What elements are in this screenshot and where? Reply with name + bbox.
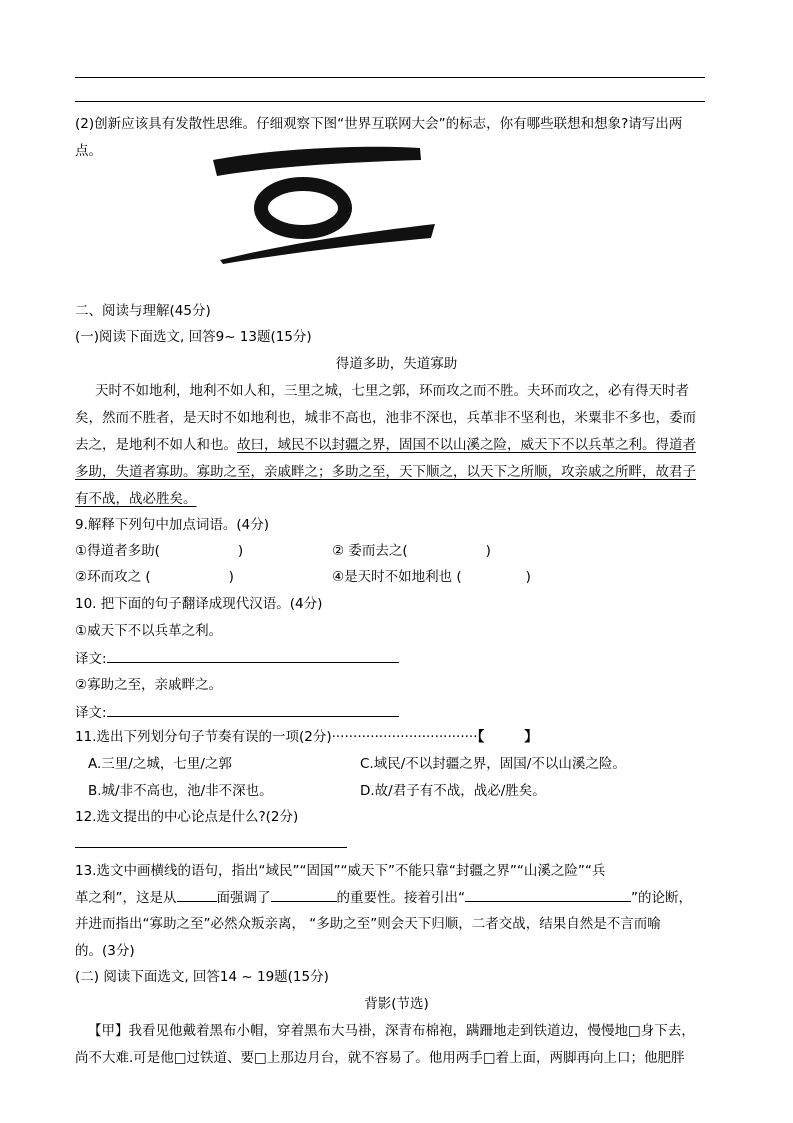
translation-blank-2[interactable]: [107, 702, 399, 717]
q9-stem: 9.解释下列句中加点词语。(4分): [75, 517, 270, 533]
q13-blank-1[interactable]: [177, 887, 217, 902]
q13-blank-2[interactable]: [271, 887, 337, 902]
q12-answer-line[interactable]: [75, 847, 347, 848]
q12-stem: 12.选文提出的中心论点是什么?(2分): [75, 809, 299, 825]
passage-line: 矣，然而不胜者，是天时不如地利也，城非不高也，池非不深也，兵革非不坚利也，米粟非不多也，委而: [75, 410, 696, 426]
passage-line: [75, 435, 696, 455]
section-title: 二、阅读与理解(45分): [75, 303, 211, 319]
world-internet-conference-logo: [205, 140, 445, 270]
passage-underlined: 故曰，域民不以封疆之界，固国不以山溪之险，威天下不以兵革之利。得道者: [237, 437, 696, 453]
q13-line2: 革之利”，这是从 面强调了 的重要性。接着引出“ ”的论断，: [75, 887, 692, 908]
part2-line2: 尚不大难.可是他□过铁道、要□上那边月台，就不容易了。他用两手□着上面，两脚再向上口；他肥胖: [75, 1050, 685, 1066]
q2-text-line1: (2)创新应该具有发散性思维。仔细观察下图“世界互联网大会”的标志，你有哪些联想和想象?请写出两: [75, 116, 683, 132]
q13-line3: 并进而指出“寡助之至”必然众叛亲离， “多助之至”则会天下归顺，二者交战，结果自然是不言而喻: [75, 916, 661, 932]
passage-underlined-line: 有不战，战必胜矣。: [75, 491, 197, 507]
answer-bracket-close: 】: [524, 729, 538, 745]
part2-line1: 【甲】我看见他戴着黑布小帽，穿着黑布大马褂，深青布棉袍，蹒跚地走到铁道边，慢慢地□身下去，: [88, 1023, 695, 1039]
passage-plain: 去之，是地利不如人和也。: [75, 437, 237, 453]
q11-option-a: A.三里/之城，七里/之郭: [88, 756, 232, 772]
q13-line4: 的。(3分): [75, 943, 135, 959]
q13-line1: 13.选文中画横线的语句，指出“域民”“固国”“威天下”不能只靠“封疆之界”“山溪之险”“兵: [75, 863, 606, 879]
part1-intro: (一)阅读下面选文, 回答9~ 13题(15分): [75, 329, 312, 345]
part2-intro: (二) 阅读下面选文, 回答14 ~ 19题(15分): [75, 969, 329, 985]
q10-sentence-1: ①威天下不以兵革之利。: [75, 623, 223, 639]
passage-underlined-line: 多助，失道者寡助。寡助之至，亲戚畔之；多助之至，天下顺之，以天下之所顺，攻亲戚之所畔，故君子: [75, 464, 696, 480]
q9-item-d: ④是天时不如地利也 ( ): [332, 569, 531, 585]
q13-blank-3[interactable]: [465, 887, 631, 902]
answer-line-1: [75, 77, 705, 78]
q9-item-b: ② 委而去之( ): [332, 543, 491, 559]
q10-answer-2: 译文:: [75, 702, 399, 723]
q9-item-c: ②环而攻之 ( ): [75, 569, 234, 585]
q11-option-d: D.故/君子有不战，战必/胜矣。: [360, 783, 546, 799]
passage-line: 天时不如地利，地利不如人和，三里之城，七里之郭，环而攻之而不胜。夫环而攻之，必有得天时者: [95, 383, 689, 399]
q9-item-a: ①得道者多助( ): [75, 543, 244, 559]
q10-answer-1: 译文:: [75, 648, 399, 669]
q11-option-b: B.城/非不高也，池/非不深也。: [88, 783, 273, 799]
q11-stem: 11.选出下列划分句子节奏有误的一项(2分)··································【 】: [75, 729, 538, 745]
translation-blank-1[interactable]: [107, 648, 399, 663]
part2-title: 背影(节选): [364, 996, 429, 1012]
answer-bracket-open: 【: [477, 729, 485, 745]
q10-stem: 10. 把下面的句子翻译成现代汉语。(4分): [75, 596, 323, 612]
answer-box[interactable]: [484, 727, 524, 741]
passage-title: 得道多助，失道寡助: [335, 356, 458, 372]
q10-sentence-2: ②寡助之至，亲戚畔之。: [75, 677, 223, 693]
q2-text-line2: 点。: [75, 143, 102, 159]
q11-option-c: C.域民/不以封疆之界，固国/不以山溪之险。: [360, 756, 626, 772]
answer-line-2: [75, 101, 705, 102]
